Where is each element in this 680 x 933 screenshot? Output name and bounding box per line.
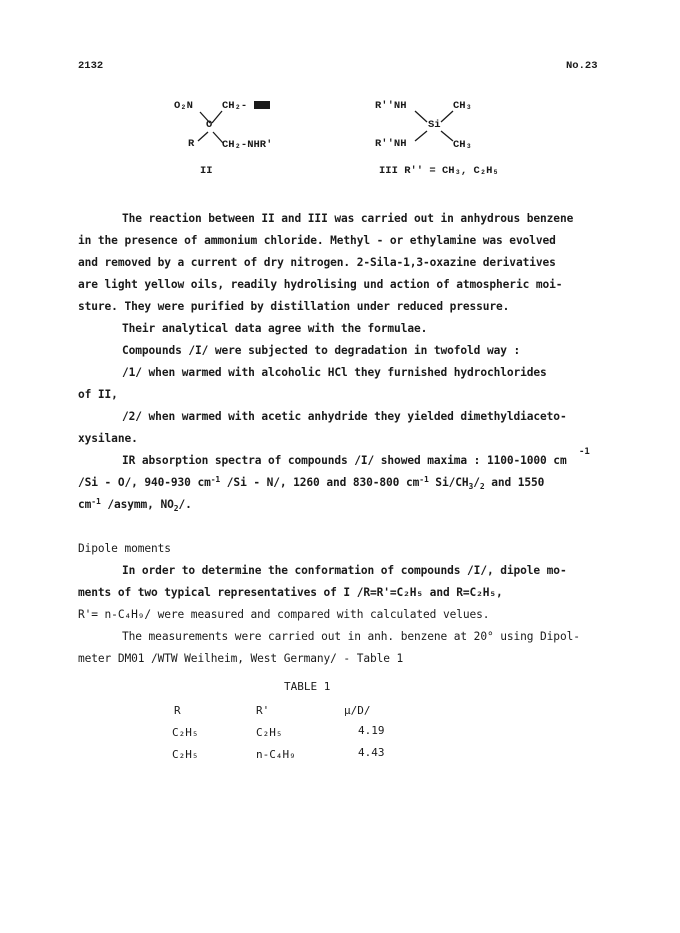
ir-line-2-a: /Si - O/, 940-930 cm xyxy=(78,476,211,489)
ir-sub: 2 xyxy=(479,482,485,491)
structure-iii xyxy=(375,95,575,185)
text-line: /2/ when warmed with acetic anhydride they yielded dimethyldiaceto- xyxy=(122,410,567,423)
ir-line-2-e: and 1550 xyxy=(484,476,545,489)
paragraph-ir xyxy=(78,447,598,516)
structure-ii-o2n: O₂N xyxy=(174,100,193,112)
ir-line-2-c: Si/CH xyxy=(428,476,469,489)
table-cell: n-C₄H₉ xyxy=(256,748,296,761)
dipole-heading: Dipole moments xyxy=(78,542,171,555)
issue-number: No.23 xyxy=(566,60,598,72)
ir-line-3 xyxy=(78,494,598,516)
ir-sup: -1 xyxy=(91,497,101,506)
structure-iii-ch3-top: CH₃ xyxy=(453,100,472,112)
structure-ii-ch2-top: CH₂- xyxy=(222,100,248,112)
structure-ii xyxy=(160,95,320,185)
text-line: R'= n-C₄H₉/ were measured and compared with calculated velues. xyxy=(78,608,490,621)
paragraph-reaction xyxy=(78,208,598,450)
structure-ii-o: O xyxy=(206,119,213,131)
table-header-r-prime: R' xyxy=(256,704,270,717)
ir-line-3-c: /. xyxy=(178,498,192,511)
text-line: Their analytical data agree with the formulae. xyxy=(122,322,428,335)
ir-superscript: -1 xyxy=(579,447,590,457)
table-header-r: R xyxy=(174,704,181,717)
text-line: In order to determine the conformation of compounds /I/, dipole mo- xyxy=(122,564,567,577)
ir-sup: -1 xyxy=(419,475,429,484)
text-line: The reaction between II and III was carried out in anhydrous benzene xyxy=(122,212,574,225)
structure-ii-label: II xyxy=(200,165,213,177)
structure-iii-label: III R'' = CH₃, C₂H₅ xyxy=(379,165,499,177)
structure-iii-si: Si xyxy=(428,119,441,131)
text-line: of II, xyxy=(78,388,118,401)
table-cell: 4.19 xyxy=(358,724,385,737)
table-cell: C₂H₅ xyxy=(256,726,283,739)
structure-iii-nh-bottom: R''NH xyxy=(375,138,407,150)
table-cell: C₂H₅ xyxy=(172,726,199,739)
ir-sub: 2 xyxy=(173,504,179,513)
structure-iii-nh-top: R''NH xyxy=(375,100,407,112)
table-cell: 4.43 xyxy=(358,746,385,759)
text-line: sture. They were purified by distillation under reduced pressure. xyxy=(78,300,510,313)
table-header-mu: μ/D/ xyxy=(344,704,371,717)
text-line: in the presence of ammonium chloride. Methyl - or ethylamine was evolved xyxy=(78,234,556,247)
structure-ii-ch2-bottom: CH₂-NHR' xyxy=(222,139,273,151)
ir-line-2 xyxy=(78,472,598,494)
ir-sup: -1 xyxy=(210,475,221,484)
ir-line-1 xyxy=(78,447,598,472)
ir-line-2-d: / xyxy=(473,476,480,489)
text-line: xysilane. xyxy=(78,432,138,445)
text-line: are light yellow oils, readily hydrolising und action of atmospheric moi- xyxy=(78,278,563,291)
ir-sub: 3 xyxy=(468,482,474,491)
text-line: Compounds /I/ were subjected to degradation in twofold way : xyxy=(122,344,521,357)
text-line: ments of two typical representatives of I /R=R'=C₂H₅ and R=C₂H₅, xyxy=(78,586,503,599)
table-cell: C₂H₅ xyxy=(172,748,199,761)
text-line: meter DM01 /WTW Weilheim, West Germany/ - Table 1 xyxy=(78,652,404,665)
structure-ii-r: R xyxy=(188,138,195,150)
structure-iii-ch3-bottom: CH₃ xyxy=(453,139,472,151)
ir-line-1-text: IR absorption spectra of compounds /I/ showed maxima : 1100-1000 cm xyxy=(122,454,567,467)
text-line: and removed by a current of dry nitrogen. 2-Sila-1,3-oxazine derivatives xyxy=(78,256,556,269)
ir-line-3-b: /asymm, NO xyxy=(100,498,174,511)
page-number: 2132 xyxy=(78,60,104,72)
ir-line-2-b: /Si - N/, 1260 and 830-800 cm xyxy=(220,476,420,489)
text-line: The measurements were carried out in anh. benzene at 20° using Dipol- xyxy=(122,630,580,643)
paragraph-dipole xyxy=(78,538,598,670)
table-title: TABLE 1 xyxy=(284,680,331,693)
text-line: /1/ when warmed with alcoholic HCl they furnished hydrochlorides xyxy=(122,366,547,379)
ir-line-3-a: cm xyxy=(78,498,92,511)
